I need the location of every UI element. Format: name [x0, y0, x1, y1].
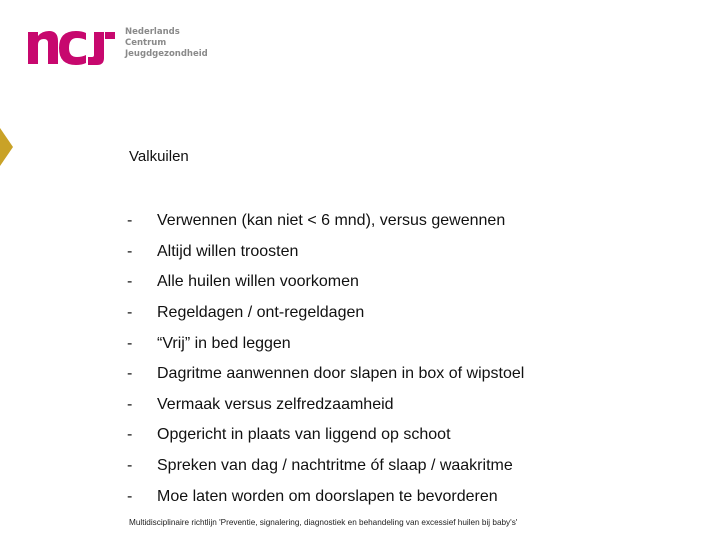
list-item-text: Verwennen (kan niet < 6 mnd), versus gewennen: [157, 212, 506, 230]
bullet-dash: -: [127, 365, 133, 383]
list-item: [127, 206, 524, 237]
list-item-text: Dagritme aanwennen door slapen in box of wipstoel: [157, 365, 525, 383]
bullet-dash: -: [127, 334, 133, 352]
logo-line-2: Centrum: [125, 38, 167, 48]
pitfalls-list: [127, 206, 524, 512]
list-item: [127, 298, 524, 329]
bullet-dash: -: [127, 273, 133, 291]
list-item-text: Regeldagen / ont-regeldagen: [157, 304, 365, 322]
bullet-dash: -: [127, 487, 133, 505]
bullet-dash: -: [127, 457, 133, 475]
bullet-dash: -: [127, 242, 133, 260]
bullet-dash: -: [127, 426, 133, 444]
logo-line-1: Nederlands: [125, 27, 180, 37]
list-item-text: Vermaak versus zelfredzaamheid: [157, 395, 394, 413]
logo-text: [125, 27, 208, 60]
list-item: [127, 451, 524, 482]
list-item: [127, 420, 524, 451]
list-item: [127, 237, 524, 268]
list-item-text: Opgericht in plaats van liggend op schoot: [157, 426, 451, 444]
slide-title: Valkuilen: [129, 148, 189, 165]
logo-line-3: Jeugdgezondheid: [125, 49, 208, 59]
list-item: [127, 267, 524, 298]
list-item: [127, 359, 524, 390]
list-item-text: Spreken van dag / nachtritme óf slaap / waakritme: [157, 457, 513, 475]
footer-citation: Multidisciplinaire richtlijn 'Preventie, signalering, diagnostiek en behandeling van excessief huilen bij baby's': [129, 518, 518, 527]
list-item-text: “Vrij” in bed leggen: [157, 334, 291, 352]
list-item: [127, 390, 524, 421]
list-item: [127, 328, 524, 359]
list-item: [127, 481, 524, 512]
ncj-logo-mark: [28, 26, 118, 66]
list-item-text: Alle huilen willen voorkomen: [157, 273, 359, 291]
list-item-text: Moe laten worden om doorslapen te bevorderen: [157, 487, 498, 505]
bullet-dash: -: [127, 304, 133, 322]
bullet-dash: -: [127, 395, 133, 413]
chevron-right-icon: [0, 128, 14, 171]
list-item-text: Altijd willen troosten: [157, 242, 299, 260]
bullet-dash: -: [127, 212, 133, 230]
ncj-logo: [28, 26, 208, 66]
